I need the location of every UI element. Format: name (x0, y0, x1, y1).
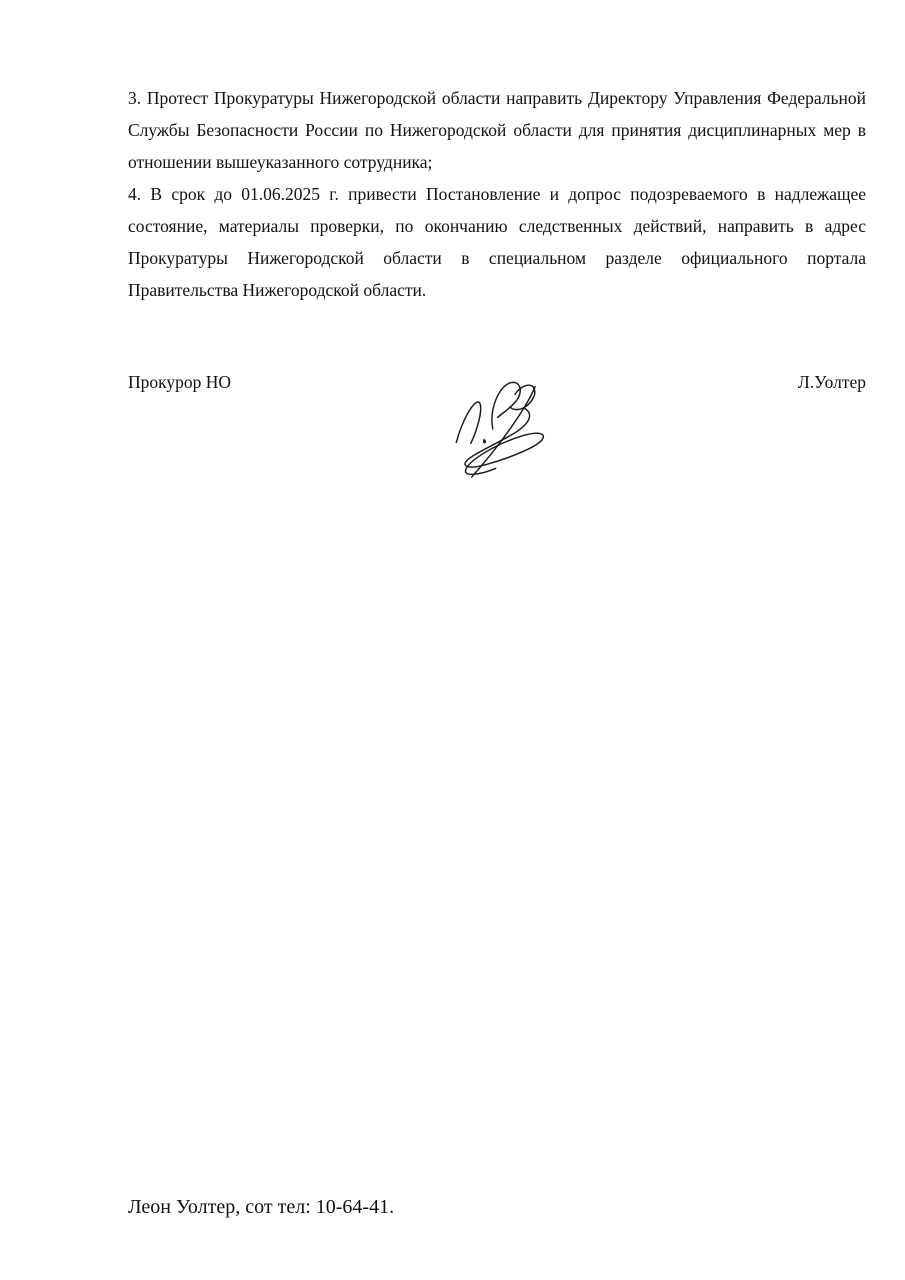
document-body (128, 82, 866, 306)
paragraph-item-4: 4. В срок до 01.06.2025 г. привести Постановление и допрос подозреваемого в надлежащее состояние, материалы проверки, по окончанию следственных действий, направить в адрес Прокуратуры Нижегородской области в специальном разделе официального портала Правительства Нижегородской области. (128, 184, 866, 300)
signer-name: Л.Уолтер (797, 372, 866, 392)
signer-title: Прокурор НО (128, 372, 232, 392)
contact-line: Леон Уолтер, сот тел: 10-64-41. (128, 1196, 395, 1218)
handwritten-signature-icon (438, 354, 563, 479)
signature-block (128, 372, 866, 482)
paragraph-item-3: 3. Протест Прокуратуры Нижегородской области направить Директору Управления Федеральной Службы Безопасности России по Нижегородской области для принятия дисциплинарных мер в отношении вышеуказанного сотрудника; (128, 88, 866, 172)
